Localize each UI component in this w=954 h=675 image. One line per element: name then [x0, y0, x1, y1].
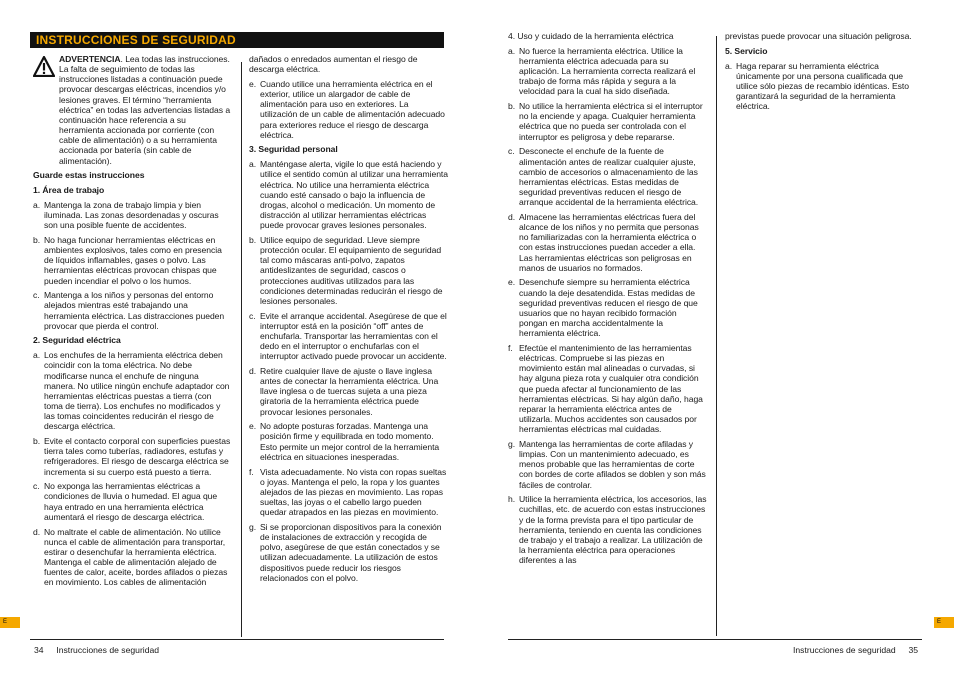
keep-instructions-heading: Guarde estas instrucciones — [33, 170, 145, 181]
item-text: Desenchufe siempre su herramienta eléctrica cuando la deje desatendida. Estas medidas de seguridad preventivas reducen el riesgo de que usuarios que no hayan recibido formación pongan en marcha accidentalmente la herramienta eléctrica. — [519, 277, 698, 339]
instruction-item — [508, 101, 707, 142]
item-letter: a. — [33, 350, 41, 361]
item-letter: c. — [508, 146, 515, 157]
item-text: Utilice equipo de seguridad. Lleve siempre protección ocular. El equipamiento de seguridad tal como máscaras anti-polvo, zapatos antideslizantes de seguridad, cascos o protecciones auditivas utilizados para las condiciones determinadas reducirán el riesgo de lesiones personales. — [260, 234, 443, 306]
instruction-item — [33, 235, 232, 286]
instruction-item — [249, 79, 448, 140]
item-text: Desconecte el enchufe de la fuente de alimentación antes de realizar cualquier ajuste, cambio de accesorios o almacenamiento de las herramientas eléctricas. Estas medidas de seguridad preventivas reducen el riesgo de arranque accidental de la herramienta eléctrica. — [519, 146, 699, 208]
item-letter: g. — [249, 521, 257, 532]
instruction-item — [249, 366, 448, 417]
section-title: INSTRUCCIONES DE SEGURIDAD — [30, 32, 444, 48]
page-number-right: 35 — [908, 645, 919, 655]
item-text: No fuerce la herramienta eléctrica. Utilice la herramienta eléctrica adecuada para su aplicación. La herramienta correcta realizará el trabajo de forma más rápida y segura a la velocidad para la cual ha sido diseñada. — [519, 45, 696, 97]
instruction-item — [508, 439, 707, 490]
item-letter: h. — [508, 494, 516, 505]
item-letter: b. — [249, 234, 257, 245]
item-text: Efectúe el mantenimiento de las herramientas eléctricas. Compruebe si las piezas en movimiento están mal alineadas o curvadas, si hay alguna pieza rota y cualquier otra condición que pueda afectar al funcionamiento de las herramientas eléctricas. Si hay algún daño, haga reparar la herramienta eléctrica antes de utilizarla. Muchos accidentes son causados por herramientas eléctricas mal cuidadas. — [519, 342, 703, 435]
item-text: Mantenga las herramientas de corte afiladas y limpias. Con un mantenimiento adecuado, es menos probable que las herramientas de corte con bordes de corte afilados se doblen y son más fáciles de controlar. — [519, 438, 706, 490]
paragraph: 4. Uso y cuidado de la herramienta eléctrica — [508, 31, 674, 41]
bottom-rule-right — [508, 639, 922, 640]
item-letter: f. — [508, 342, 513, 353]
bottom-rule-left — [30, 639, 444, 640]
item-text: Almacene las herramientas eléctricas fuera del alcance de los niños y no permita que personas no familiarizadas con la herramienta eléctrica o con estas instrucciones puedan acceder a ella. Las herramientas eléctricas son peligrosas en manos de usuarios no formados. — [519, 211, 699, 273]
item-letter: c. — [33, 481, 40, 492]
instruction-item — [249, 311, 448, 362]
item-letter: b. — [33, 234, 41, 245]
page-number-left: 34 — [34, 645, 44, 655]
instruction-item — [508, 277, 707, 338]
item-letter: a. — [508, 45, 516, 56]
item-letter: e. — [249, 421, 257, 432]
instruction-item — [33, 527, 232, 588]
item-letter: b. — [508, 101, 516, 112]
item-text: Cuando utilice una herramienta eléctrica en el exterior, utilice un alargador de cable de alimentación para uso en exteriores. La utilización de un cable de alimentación adecuado para exteriores reduce el riesgo de descarga eléctrica. — [260, 78, 445, 140]
instruction-item — [508, 343, 707, 434]
instruction-item — [508, 494, 707, 565]
item-text: No maltrate el cable de alimentación. No utilice nunca el cable de alimentación para transportar, estirar o desenchufar la herramienta eléctrica. Mantenga el cable de alimentación alejado de fuentes de calor, aceite, bordes afilados o piezas en movimiento. Los cables de alimentación — [44, 526, 228, 588]
item-text: Retire cualquier llave de ajuste o llave inglesa antes de conectar la herramienta eléctrica. Una llave inglesa o de tuercas sujeta a una pieza giratoria de la herramienta eléctrica puede provocar lesiones personales. — [260, 365, 439, 417]
paragraph: previstas puede provocar una situación peligrosa. — [725, 31, 912, 41]
item-letter: f. — [249, 466, 254, 477]
item-text: No utilice la herramienta eléctrica si el interruptor no la enciende y apaga. Cualquier herramienta eléctrica que no pueda ser controlada con el interruptor es peligrosa y debe repararse. — [519, 101, 703, 142]
item-text: Vista adecuadamente. No vista con ropas sueltas o joyas. Mantenga el pelo, la ropa y los guantes alejados de las piezas en movimiento. Las ropas sueltas, las joyas o el cabello largo pueden quedar atrapados en las piezas en movimiento. — [260, 466, 447, 518]
item-letter: a. — [33, 199, 41, 210]
instruction-item — [249, 522, 448, 583]
instruction-item — [725, 61, 922, 112]
edge-tab-left: E — [0, 617, 20, 628]
item-letter: b. — [33, 436, 41, 447]
edge-tab-right: E — [934, 617, 954, 628]
item-letter: d. — [508, 211, 516, 222]
column-divider-right — [716, 36, 717, 636]
instruction-item — [508, 46, 707, 97]
warning-text: . Lea todas las instrucciones. La falta de seguimiento de todas las instrucciones listadas a continuación puede provocar descargas eléctricas, incendios y/o lesiones graves. El término “herramienta eléctrica” en todas las advertencias listadas a continuación hace referencia a su herramienta accionada por corriente (con cable de alimentación) o a su herramienta accionada por batería (sin cable de alimentación). — [59, 54, 231, 166]
instruction-item — [33, 290, 232, 331]
item-letter: c. — [249, 310, 256, 321]
item-text: Si se proporcionan dispositivos para la conexión de instalaciones de extracción y recogida de polvo, asegúrese de que están conectados y se utilizan adecuadamente. La utilización de estos dispositivos puede reducir los riesgos relacionados con el polvo. — [260, 521, 442, 583]
item-text: Evite el contacto corporal con superficies puestas tierra tales como tuberías, radiadores, estufas y refrigeradores. El riesgo de descarga eléctrica se incrementa si su cuerpo está puesto a tierra. — [44, 436, 231, 477]
subsection-heading: 2. Seguridad eléctrica — [33, 335, 121, 346]
warning-block — [33, 54, 232, 166]
subsection-heading: 1. Área de trabajo — [33, 185, 105, 196]
item-letter: a. — [249, 159, 257, 170]
item-text: No exponga las herramientas eléctricas a condiciones de lluvia o humedad. El agua que haya entrado en una herramienta eléctrica aumentará el riesgo de descarga eléctrica. — [44, 481, 218, 522]
item-text: Utilice la herramienta eléctrica, los accesorios, las cuchillas, etc. de acuerdo con estas instrucciones y de la forma prevista para el tipo particular de herramienta, teniendo en cuenta las condiciones de trabajo y el trabajo a realizar. La utilización de la herramienta eléctrica para operaciones diferentes a las — [519, 494, 707, 566]
warning-triangle-icon — [33, 56, 55, 77]
item-letter: d. — [33, 526, 41, 537]
instruction-item — [249, 159, 448, 230]
item-text: Manténgase alerta, vigile lo que está haciendo y utilice el sentido común al utilizar una herramienta eléctrica. No utilice una herramienta eléctrica cuando esté cansado o bajo la influencia de drogas, alcohol o medicación. Un momento de distracción al utilizar herramientas eléctricas puede provocar graves lesiones personales. — [260, 159, 448, 231]
item-text: Mantenga a los niños y personas del entorno alejados mientras esté trabajando una herramienta eléctrica. Las distracciones pueden provocar que pierda el control. — [44, 290, 225, 331]
footer-right — [793, 645, 918, 655]
left-column-2 — [249, 54, 448, 587]
item-text: Haga reparar su herramienta eléctrica únicamente por una persona cualificada que utilice sólo piezas de recambio idénticas. Esto garantizará la seguridad de la herramienta eléctrica. — [736, 60, 909, 112]
item-letter: d. — [249, 365, 257, 376]
item-letter: g. — [508, 438, 516, 449]
instruction-item — [249, 235, 448, 306]
item-letter: e. — [249, 78, 257, 89]
instruction-item — [33, 481, 232, 522]
instruction-item — [508, 212, 707, 273]
paragraph: dañados o enredados aumentan el riesgo de descarga eléctrica. — [249, 54, 418, 75]
item-text: Evite el arranque accidental. Asegúrese de que el interruptor está en la posición “off” antes de enchufarla. Transportar las herramientas con el dedo en el interruptor o enchufarlas con el interruptor activado puede provocar un accidente. — [260, 310, 447, 362]
subsection-heading: 5. Servicio — [725, 45, 768, 56]
subsection-heading: 3. Seguridad personal — [249, 144, 338, 155]
item-letter: c. — [33, 290, 40, 301]
item-text: No adopte posturas forzadas. Mantenga una posición firme y equilibrada en todo momento. Esto permite un mejor control de la herramienta eléctrica en situaciones inesperadas. — [260, 421, 440, 462]
footer-label-left: Instrucciones de seguridad — [56, 645, 160, 655]
instruction-item — [249, 421, 448, 462]
instruction-item — [33, 200, 232, 230]
right-column-2 — [725, 31, 922, 116]
item-text: Mantenga la zona de trabajo limpia y bien iluminada. Las zonas desordenadas y oscuras son una posible fuente de accidentes. — [44, 199, 219, 231]
right-column-1 — [508, 31, 707, 570]
warning-label: ADVERTENCIA — [59, 54, 121, 64]
column-divider — [241, 62, 242, 637]
instruction-item — [249, 467, 448, 518]
left-column-1 — [33, 54, 232, 592]
item-letter: e. — [508, 277, 516, 288]
item-text: Los enchufes de la herramienta eléctrica deben coincidir con la toma eléctrica. No debe modificarse nunca el enchufe de ninguna manera. No utilice ningún enchufe adaptador con herramientas eléctricas puestas a tierra (con toma de tierra). Los enchufes no modificados y las tomas coincidentes reducirán el riesgo de descarga eléctrica. — [44, 350, 230, 432]
item-text: No haga funcionar herramientas eléctricas en ambientes explosivos, tales como en presencia de líquidos inflamables, gases o polvo. Las herramientas eléctricas provocan chispas que pueden incendiar el polvo o los humos. — [44, 234, 222, 286]
item-letter: a. — [725, 60, 733, 71]
instruction-item — [508, 146, 707, 207]
instruction-item — [33, 436, 232, 477]
footer-label-right: Instrucciones de seguridad — [793, 645, 896, 655]
instruction-item — [33, 350, 232, 431]
footer-left — [34, 645, 159, 655]
